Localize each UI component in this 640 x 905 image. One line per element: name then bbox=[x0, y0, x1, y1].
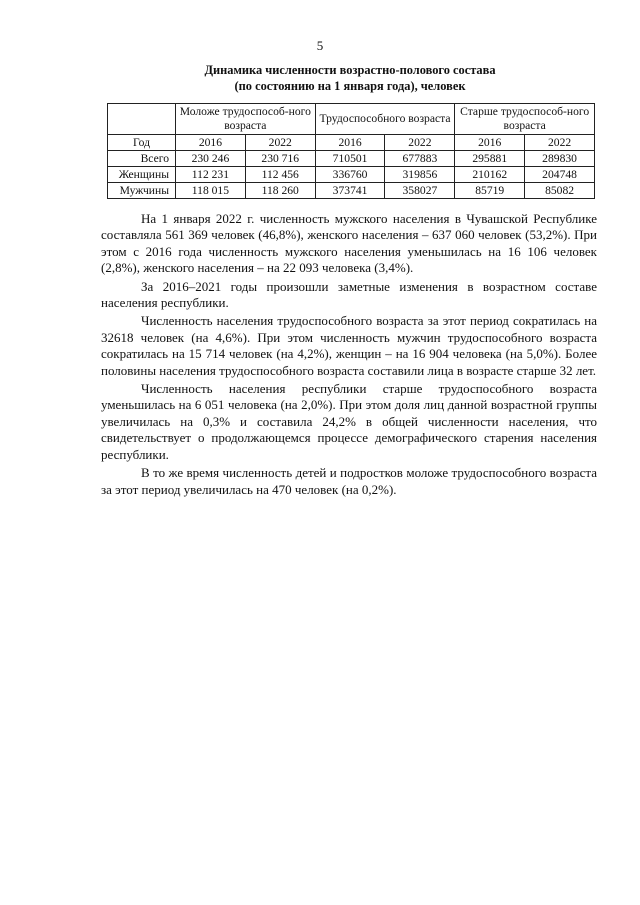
value-cell: 295881 bbox=[455, 151, 525, 167]
value-cell: 204748 bbox=[525, 167, 595, 183]
value-cell: 373741 bbox=[315, 183, 385, 199]
corner-cell bbox=[108, 104, 176, 135]
paragraph: Численность населения трудоспособного возраста за этот период сократилась на 32618 человек (на 4,6%). При этом численность мужчин трудоспособного возраста сократилась на 15 714 человек (на 4,2%), женщин – на 16 904 человека (на 5,0%). Более половины населения трудоспособного возраста составили лица в возрасте старше 32 лет. bbox=[101, 313, 597, 378]
row-label: Всего bbox=[108, 151, 176, 167]
row-label: Мужчины bbox=[108, 183, 176, 199]
value-cell: 210162 bbox=[455, 167, 525, 183]
table-header-years bbox=[108, 135, 595, 151]
year-cell: 2022 bbox=[385, 135, 455, 151]
table-title bbox=[100, 62, 600, 94]
group-header-young: Моложе трудоспособ-ного возраста bbox=[176, 104, 316, 135]
value-cell: 319856 bbox=[385, 167, 455, 183]
table-title-line-1: Динамика численности возрастно-полового состава bbox=[204, 63, 496, 77]
year-cell: 2022 bbox=[525, 135, 595, 151]
value-cell: 230 716 bbox=[245, 151, 315, 167]
year-cell: 2016 bbox=[315, 135, 385, 151]
body-text bbox=[101, 211, 597, 500]
group-header-old: Старше трудоспособ-ного возраста bbox=[455, 104, 595, 135]
row-label: Женщины bbox=[108, 167, 176, 183]
value-cell: 230 246 bbox=[176, 151, 246, 167]
group-header-working: Трудоспособного возраста bbox=[315, 104, 455, 135]
value-cell: 85082 bbox=[525, 183, 595, 199]
value-cell: 358027 bbox=[385, 183, 455, 199]
value-cell: 677883 bbox=[385, 151, 455, 167]
table-row bbox=[108, 151, 595, 167]
population-table bbox=[107, 103, 595, 199]
value-cell: 118 260 bbox=[245, 183, 315, 199]
paragraph: В то же время численность детей и подростков моложе трудоспособного возраста за этот период увеличилась на 470 человек (на 0,2%). bbox=[101, 465, 597, 497]
value-cell: 710501 bbox=[315, 151, 385, 167]
year-label: Год bbox=[108, 135, 176, 151]
table-row bbox=[108, 183, 595, 199]
value-cell: 118 015 bbox=[176, 183, 246, 199]
table-title-line-2: (по состоянию на 1 января года), человек bbox=[234, 79, 466, 93]
value-cell: 336760 bbox=[315, 167, 385, 183]
page-number: 5 bbox=[316, 38, 324, 53]
value-cell: 289830 bbox=[525, 151, 595, 167]
year-cell: 2022 bbox=[245, 135, 315, 151]
paragraph: На 1 января 2022 г. численность мужского населения в Чувашской Республике составляла 561 369 человек (46,8%), женского населения – 637 060 человек (53,2%). При этом с 2016 года численность мужского населения уменьшилась на 16 106 человек (2,8%), женского населения – на 22 093 человека (3,4%). bbox=[101, 211, 597, 276]
value-cell: 85719 bbox=[455, 183, 525, 199]
table-header-groups bbox=[108, 104, 595, 135]
year-cell: 2016 bbox=[176, 135, 246, 151]
paragraph: Численность населения республики старше трудоспособного возраста уменьшилась на 6 051 человека (на 2,0%). При этом доля лиц данной возрастной группы увеличилась на 0,3% и составила 24,2% в общей численности населения, что свидетельствует о продолжающемся процессе демографического старения населения республики. bbox=[101, 381, 597, 462]
table-row bbox=[108, 167, 595, 183]
value-cell: 112 231 bbox=[176, 167, 246, 183]
value-cell: 112 456 bbox=[245, 167, 315, 183]
paragraph: За 2016–2021 годы произошли заметные изменения в возрастном составе населения республики. bbox=[101, 278, 597, 311]
year-cell: 2016 bbox=[455, 135, 525, 151]
